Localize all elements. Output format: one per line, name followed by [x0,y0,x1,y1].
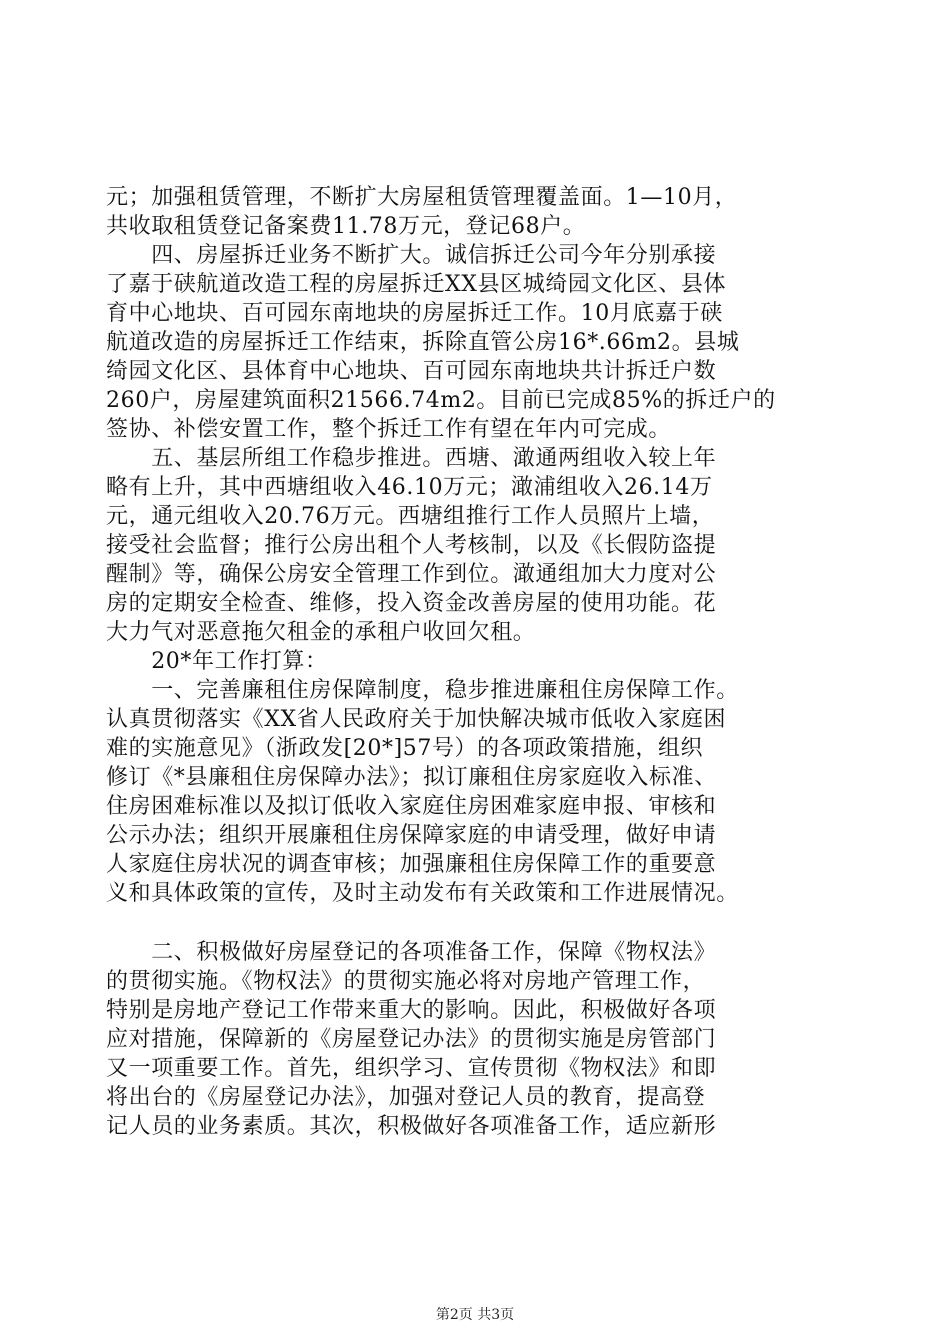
text-line: 元，通元组收入20.76万元。西塘组推行工作人员照片上墙， [106,504,715,529]
text-line: 记人员的业务素质。其次，积极做好各项准备工作，适应新形 [106,1114,717,1139]
text-line: 略有上升，其中西塘组收入46.10万元；澉浦组收入26.14万 [106,475,713,500]
text-line: 20*年工作打算： [106,649,328,674]
text-line: 义和具体政策的宣传，及时主动发布有关政策和工作进展情况。 [106,881,739,906]
text-line: 又一项重要工作。首先，组织学习、宣传贯彻《物权法》和即 [106,1056,717,1081]
text-line: 绮园文化区、县体育中心地块、百可园东南地块共计拆迁户数 [106,359,717,384]
text-line: 元；加强租赁管理，不断扩大房屋租赁管理覆盖面。1—10月， [106,185,738,210]
text-line: 将出台的《房屋登记办法》，加强对登记人员的教育，提高登 [106,1085,706,1110]
text-line: 育中心地块、百可园东南地块的房屋拆迁工作。10月底嘉于硖 [106,301,723,326]
text-line: 四、房屋拆迁业务不断扩大。诚信拆迁公司今年分别承接 [106,243,717,268]
text-line: 签协、补偿安置工作，整个拆迁工作有望在年内可完成。 [106,417,672,442]
text-line: 住房困难标准以及拟订低收入家庭住房困难家庭申报、审核和 [106,794,717,819]
text-line: 五、基层所组工作稳步推进。西塘、澉通两组收入较上年 [106,446,717,471]
text-line: 难的实施意见》（浙政发[20*]57号）的各项政策措施，组织 [106,736,704,761]
text-line: 一、完善廉租住房保障制度，稳步推进廉租住房保障工作。 [106,678,739,703]
text-line: 应对措施，保障新的《房屋登记办法》的贯彻实施是房管部门 [106,1027,717,1052]
text-line: 二、积极做好房屋登记的各项准备工作，保障《物权法》 [106,940,717,965]
text-line: 大力气对恶意拖欠租金的承租户收回欠租。 [106,620,536,645]
text-line: 修订《*县廉租住房保障办法》；拟订廉租住房家庭收入标准、 [106,765,717,790]
text-line: 260户，房屋建筑面积21566.74m2。目前已完成85%的拆迁户的 [106,388,776,413]
text-line: 认真贯彻落实《XX省人民政府关于加快解决城市低收入家庭困 [106,707,727,732]
paragraph-gap [106,908,854,938]
text-line: 的贯彻实施。《物权法》的贯彻实施必将对房地产管理工作， [106,969,706,994]
text-line: 房的定期安全检查、维修，投入资金改善房屋的使用功能。花 [106,591,717,616]
text-line: 公示办法；组织开展廉租住房保障家庭的申请受理，做好申请 [106,823,717,848]
page-footer: 第2页 共3页 [435,1307,515,1323]
text-line: 航道改造的房屋拆迁工作结束，拆除直管公房16*.66m2。县城 [106,330,740,355]
body-text [106,183,854,1141]
text-line: 共收取租赁登记备案费11.78万元，登记68户。 [106,214,586,239]
text-line: 接受社会监督；推行公房出租个人考核制，以及《长假防盗提 [106,533,717,558]
text-line: 醒制》等，确保公房安全管理工作到位。澉通组加大力度对公 [106,562,717,587]
text-line: 了嘉于硖航道改造工程的房屋拆迁XX县区城绮园文化区、县体 [106,272,727,297]
text-line: 特别是房地产登记工作带来重大的影响。因此，积极做好各项 [106,998,717,1023]
text-line: 人家庭住房状况的调查审核；加强廉租住房保障工作的重要意 [106,852,717,877]
